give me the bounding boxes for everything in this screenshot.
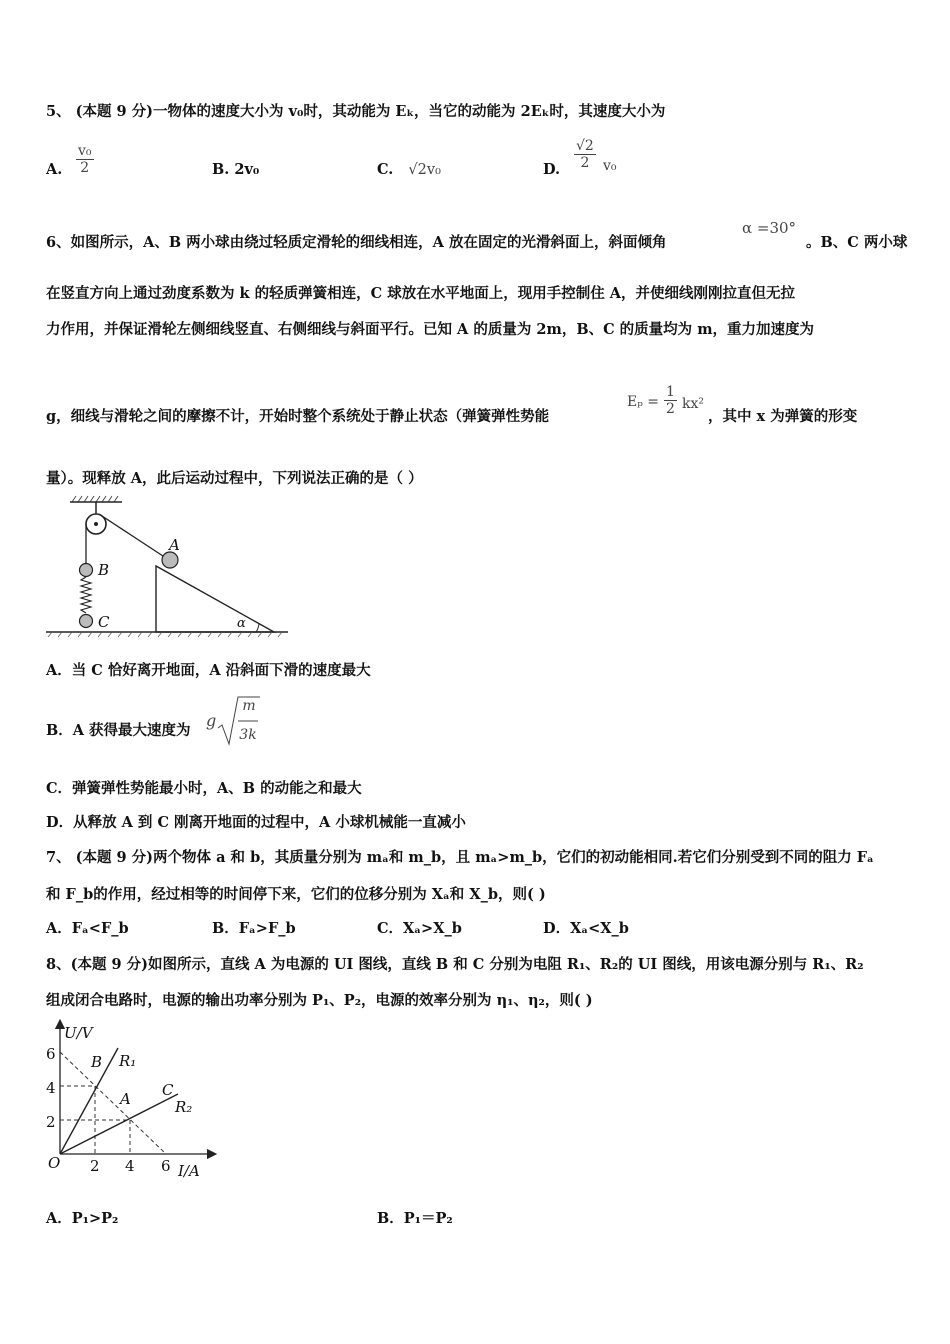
y-axis-label: U/V xyxy=(64,1024,93,1042)
q8-ui-graph xyxy=(40,1018,220,1180)
q6-option-b-num: m xyxy=(242,698,256,714)
q6-option-c[interactable]: C．弹簧弹性势能最小时，A、B 的动能之和最大 xyxy=(46,780,362,797)
label-r1: R₁ xyxy=(119,1052,137,1070)
label-b: B xyxy=(91,1053,103,1071)
origin-label: O xyxy=(48,1154,61,1172)
x-tick-6: 6 xyxy=(161,1157,171,1175)
line-c-r2 xyxy=(60,1094,178,1154)
pulley-axle xyxy=(94,522,98,526)
q7-line2: 和 F_b的作用，经过相等的时间停下来，它们的位移分别为 Xₐ和 X_b，则( ) xyxy=(46,886,546,903)
ball-b-icon xyxy=(80,564,93,577)
q6-option-b-den: 3k xyxy=(239,727,257,743)
q5-option-b[interactable] xyxy=(212,160,259,180)
q5-option-d[interactable] xyxy=(543,160,560,180)
q5-option-c[interactable] xyxy=(377,160,441,180)
ball-a-icon xyxy=(162,552,178,568)
q5-option-c-text: √2v₀ xyxy=(408,162,441,178)
line-a-source xyxy=(60,1052,166,1154)
q7-option-d[interactable]: D．Xₐ<X_b xyxy=(543,920,629,937)
q5-option-a-label: A. xyxy=(46,161,63,178)
y-tick-2: 2 xyxy=(46,1113,56,1131)
ball-c-icon xyxy=(80,615,93,628)
y-tick-6: 6 xyxy=(46,1045,56,1063)
q5-option-b-text: 2v₀ xyxy=(234,161,260,178)
q7-line1: 7、 (本题 9 分)两个物体 a 和 b，其质量分别为 mₐ和 m_b，且 mₐ>m_b，它们的初动能相同.若它们分别受到不同的阻力 Fₐ xyxy=(46,849,874,866)
q6-line4b: ，其中 x 为弹簧的形变 xyxy=(708,408,858,425)
label-a: A xyxy=(120,1090,131,1108)
label-r2: R₂ xyxy=(175,1098,193,1116)
q5-option-d-after: v₀ xyxy=(603,158,617,174)
q5-option-d-num: √2 xyxy=(576,138,594,154)
ceiling-hatch xyxy=(72,496,118,502)
q5-option-d-fraction xyxy=(574,138,596,171)
fig-label-alpha: α xyxy=(237,616,246,631)
x-axis-label: I/A xyxy=(178,1162,200,1180)
q5-option-a-den: 2 xyxy=(80,160,90,176)
q5-option-a-num: v₀ xyxy=(78,143,92,159)
q8-option-b[interactable]: B．P₁＝P₂ xyxy=(377,1210,453,1227)
q8-line2: 组成闭合电路时，电源的输出功率分别为 P₁、P₂，电源的效率分别为 η₁、η₂，则( ) xyxy=(46,992,593,1009)
q6-figure xyxy=(44,494,294,642)
q7-option-c[interactable]: C．Xₐ>X_b xyxy=(377,920,462,937)
q6-ep-num: 1 xyxy=(666,384,675,400)
q5-option-c-label: C. xyxy=(377,161,394,178)
q6-line1a: 6、如图所示，A、B 两小球由绕过轻质定滑轮的细线相连，A 放在固定的光滑斜面上，斜面倾角 xyxy=(46,234,667,251)
y-tick-4: 4 xyxy=(46,1079,56,1097)
q6-alpha: α =30° xyxy=(742,219,797,237)
label-c: C xyxy=(162,1081,174,1099)
incline xyxy=(156,566,274,632)
q6-ep-after: kx² xyxy=(682,396,704,412)
x-tick-4: 4 xyxy=(125,1157,135,1175)
q8-line1: 8、(本题 9 分)如图所示，直线 A 为电源的 UI 图线，直线 B 和 C 分别为电阻 R₁、R₂的 UI 图线，用该电源分别与 R₁、R₂ xyxy=(46,956,864,973)
fig-label-b: B xyxy=(98,561,110,579)
q6-line2: 在竖直方向上通过劲度系数为 k 的轻质弹簧相连，C 球放在水平地面上，现用手控制住 A，并使细线刚刚拉直但无拉 xyxy=(46,285,796,302)
q6-option-a[interactable]: A．当 C 恰好离开地面，A 沿斜面下滑的速度最大 xyxy=(46,662,371,679)
q6-line3: 力作用，并保证滑轮左侧细线竖直、右侧细线与斜面平行。已知 A 的质量为 2m，B、C 的质量均为 m，重力加速度为 xyxy=(46,321,815,338)
q5-option-d-label: D. xyxy=(543,161,561,178)
q8-option-a[interactable]: A．P₁>P₂ xyxy=(46,1210,119,1227)
fig-label-a: A xyxy=(169,536,180,554)
q6-option-b-g: g xyxy=(206,711,217,730)
q6-ep: Eₚ = xyxy=(627,394,659,410)
x-tick-2: 2 xyxy=(90,1157,100,1175)
right-string xyxy=(99,514,166,558)
q7-option-b[interactable]: B．Fₐ>F_b xyxy=(212,920,296,937)
spring-icon xyxy=(81,577,91,613)
q6-ep-den: 2 xyxy=(666,401,675,417)
fig-label-c: C xyxy=(98,613,110,631)
q6-line4a: g，细线与滑轮之间的摩擦不计，开始时整个系统处于静止状态（弹簧弹性势能 xyxy=(46,408,550,425)
q7-option-a[interactable]: A．Fₐ<F_b xyxy=(46,920,129,937)
q5-option-d-den: 2 xyxy=(580,155,590,171)
q6-line1b: 。B、C 两小球 xyxy=(806,234,908,251)
q5-option-b-label: B. xyxy=(212,161,230,178)
q6-ep-fraction xyxy=(664,384,677,417)
q6-option-d[interactable]: D．从释放 A 到 C 刚离开地面的过程中，A 小球机械能一直减小 xyxy=(46,814,466,831)
q5-option-a-fraction xyxy=(76,143,94,176)
q6-option-b[interactable]: B．A 获得最大速度为 xyxy=(46,722,191,739)
line-b-r1 xyxy=(60,1048,118,1154)
q6-line5: 量）。现释放 A，此后运动过程中，下列说法正确的是（ ） xyxy=(46,470,423,487)
q5-option-a[interactable] xyxy=(46,160,62,180)
q5-stem: 5、 (本题 9 分)一物体的速度大小为 v₀时，其动能为 Eₖ，当它的动能为 2Eₖ时，其速度大小为 xyxy=(46,103,666,120)
